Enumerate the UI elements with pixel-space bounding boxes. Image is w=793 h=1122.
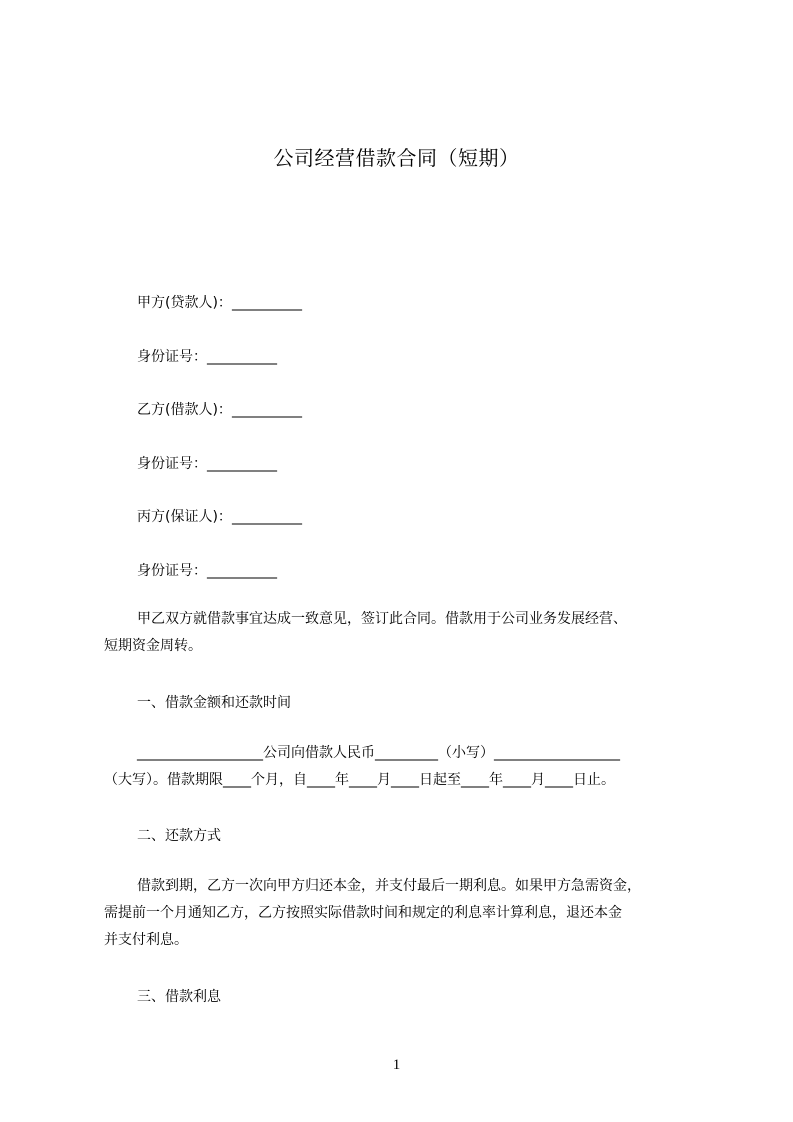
section-3-heading: 三、借款利息 [137, 989, 221, 1005]
document-title: 公司经营借款合同（短期） [273, 146, 520, 170]
page-number: 1 [392, 1057, 401, 1073]
party-a-id-line [137, 346, 277, 366]
party-b-line [137, 399, 302, 419]
section-2-line-3: 并支付利息。 [104, 932, 188, 948]
section-1-text-1: 公司向借款人民币 [263, 745, 375, 761]
party-c-id-line [137, 560, 277, 580]
section-2-line-2: 需提前一个月通知乙方，乙方按照实际借款时间和规定的利息率计算利息，退还本金 [104, 905, 622, 921]
lender-company-blank: __________________ [137, 745, 263, 761]
party-a-id-label: 身份证号： [137, 349, 207, 365]
party-b-id-line [137, 453, 277, 473]
party-a-blank: __________ [231, 295, 302, 311]
section-2-paragraph [104, 873, 704, 954]
party-a-line [137, 292, 302, 312]
party-b-label: 乙方(借款人)： [137, 402, 232, 418]
party-b-blank: __________ [231, 402, 302, 418]
section-1-line-2: （大写）。借款期限____个月，自____年____月____日起至____年____月____日止。 [104, 772, 615, 788]
party-a-id-blank: __________ [207, 349, 277, 365]
section-1-text-2: （小写） [438, 745, 494, 761]
party-b-id-blank: __________ [207, 456, 277, 472]
section-2-heading: 二、还款方式 [137, 828, 221, 844]
section-1-paragraph [104, 740, 704, 794]
party-a-label: 甲方(贷款人)： [137, 295, 232, 311]
party-c-blank: __________ [231, 509, 302, 525]
intro-paragraph [104, 606, 704, 660]
amount-lowercase-blank: _________ [375, 745, 438, 761]
section-2-line-1 [104, 873, 704, 900]
party-c-id-blank: __________ [207, 563, 277, 579]
party-c-label: 丙方(保证人)： [137, 509, 232, 525]
party-c-line [137, 506, 302, 526]
section-1-line-1 [104, 740, 704, 767]
amount-uppercase-blank: __________________ [494, 745, 620, 761]
intro-line-1 [104, 606, 704, 633]
section-2-line-1-text: 借款到期，乙方一次向甲方归还本金，并支付最后一期利息。如果甲方急需资金， [137, 878, 641, 894]
party-b-id-label: 身份证号： [137, 456, 207, 472]
intro-line-1-text: 甲乙双方就借款事宜达成一致意见，签订此合同。借款用于公司业务发展经营、 [137, 611, 627, 627]
party-c-id-label: 身份证号： [137, 563, 207, 579]
intro-line-2: 短期资金周转。 [104, 638, 202, 654]
section-1-heading: 一、借款金额和还款时间 [137, 695, 291, 711]
